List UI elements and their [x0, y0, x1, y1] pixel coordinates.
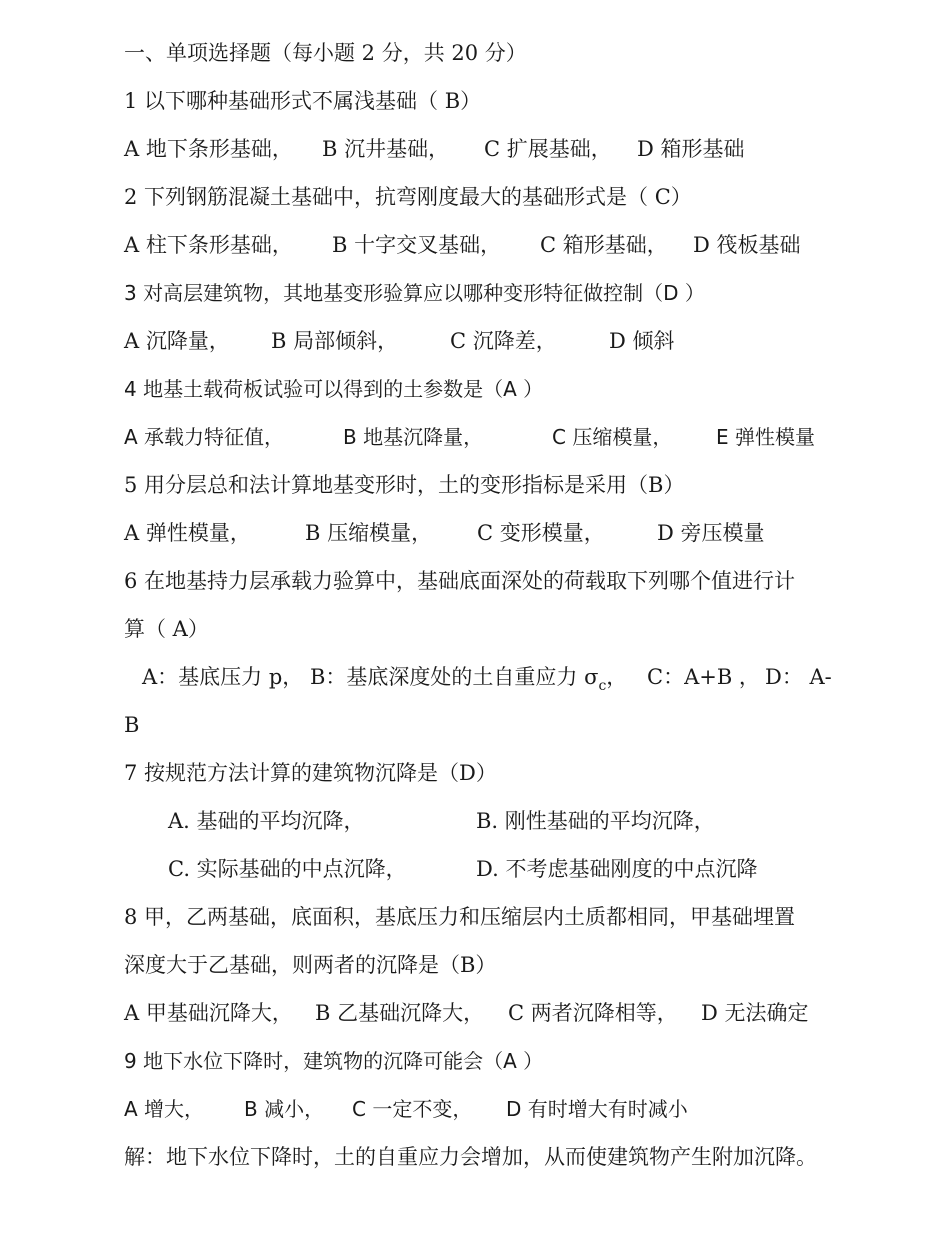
question-4-options [124, 422, 834, 452]
question-7-options-row-1 [124, 806, 824, 836]
option-d: D 箱形基础 [637, 137, 745, 161]
option-d: D 筏板基础 [693, 233, 801, 257]
question-6-stem-line-1: 6 在地基持力层承载力验算中，基础底面深处的荷载取下列哪个值进行计 [124, 569, 796, 593]
question-6-options [124, 662, 836, 692]
option-d: D 有时增大有时减小 [506, 1097, 688, 1121]
option-b: B 十字交叉基础， [332, 233, 502, 257]
option-b: B 乙基础沉降大， [315, 1001, 485, 1025]
option-c: C 箱形基础， [540, 233, 668, 257]
option-c: C 沉降差， [450, 329, 557, 353]
question-1-options [124, 134, 824, 164]
question-2-options [124, 230, 844, 260]
question-9-options [124, 1094, 824, 1124]
option-b-text: B：基底深度处的土自重应力 σ [310, 665, 599, 689]
sigma-subscript: c [598, 678, 607, 694]
option-a: A 增大， [124, 1097, 205, 1121]
option-b: B 沉井基础， [322, 137, 450, 161]
option-b-end: ， [606, 665, 628, 689]
option-c: C 扩展基础， [484, 137, 612, 161]
question-7-options-row-2 [124, 854, 824, 884]
question-1-stem: 1 以下哪种基础形式不属浅基础（ B） [124, 89, 482, 113]
option-d: D 无法确定 [701, 1001, 809, 1025]
option-b: B 地基沉降量， [343, 425, 484, 449]
question-4-stem: 4 地基土载荷板试验可以得到的土参数是（A ） [124, 377, 544, 401]
question-5-options [124, 518, 824, 548]
question-2-stem: 2 下列钢筋混凝土基础中，抗弯刚度最大的基础形式是（ C） [124, 185, 692, 209]
question-8-options [124, 998, 824, 1028]
option-b: B 减小， [244, 1097, 325, 1121]
section-title: 一、单项选择题（每小题 2 分，共 20 分） [124, 41, 527, 65]
option-b [310, 662, 627, 701]
option-a: A 弹性模量， [124, 521, 251, 545]
question-7-stem: 7 按规范方法计算的建筑物沉降是（D） [124, 761, 497, 785]
question-9-explanation: 解：地下水位下降时，土的自重应力会增加，从而使建筑物产生附加沉降。 [124, 1145, 817, 1169]
option-d: D： A- [765, 665, 832, 689]
question-3-stem: 3 对高层建筑物，其地基变形验算应以哪种变形特征做控制（D ） [124, 281, 705, 305]
option-a: A 甲基础沉降大， [124, 1001, 293, 1025]
option-c: C 一定不变， [352, 1097, 473, 1121]
option-b: B. 刚性基础的平均沉降， [476, 809, 715, 833]
option-a: A. 基础的平均沉降， [168, 809, 365, 833]
question-6-stem-line-2: 算（ A） [124, 617, 209, 641]
question-8-stem-line-1: 8 甲，乙两基础，底面积，基底压力和压缩层内土质都相同，甲基础埋置 [124, 905, 796, 929]
option-a: A 沉降量， [124, 329, 230, 353]
option-c: C 两者沉降相等， [508, 1001, 678, 1025]
question-8-stem-line-2: 深度大于乙基础，则两者的沉降是（B） [124, 953, 497, 977]
option-a: A 地下条形基础， [124, 137, 293, 161]
question-6-options-cont: B [124, 713, 140, 737]
question-9-stem: 9 地下水位下降时，建筑物的沉降可能会（A ） [124, 1049, 544, 1073]
question-5-stem: 5 用分层总和法计算地基变形时，土的变形指标是采用（B） [124, 473, 685, 497]
option-c: C：A+B ， [647, 665, 760, 689]
option-c: C 变形模量， [477, 521, 605, 545]
option-d: D. 不考虑基础刚度的中点沉降 [476, 857, 758, 881]
question-3-options [124, 326, 824, 356]
option-d: D 旁压模量 [657, 521, 765, 545]
option-a: A 承载力特征值， [124, 425, 285, 449]
option-e: E 弹性模量 [716, 425, 815, 449]
option-b: B 局部倾斜， [271, 329, 399, 353]
option-c: C. 实际基础的中点沉降， [168, 857, 407, 881]
option-b: B 压缩模量， [305, 521, 433, 545]
option-c: C 压缩模量， [552, 425, 673, 449]
option-a: A 柱下条形基础， [124, 233, 293, 257]
option-a: A：基底压力 p， [142, 665, 304, 689]
option-d: D 倾斜 [609, 329, 675, 353]
